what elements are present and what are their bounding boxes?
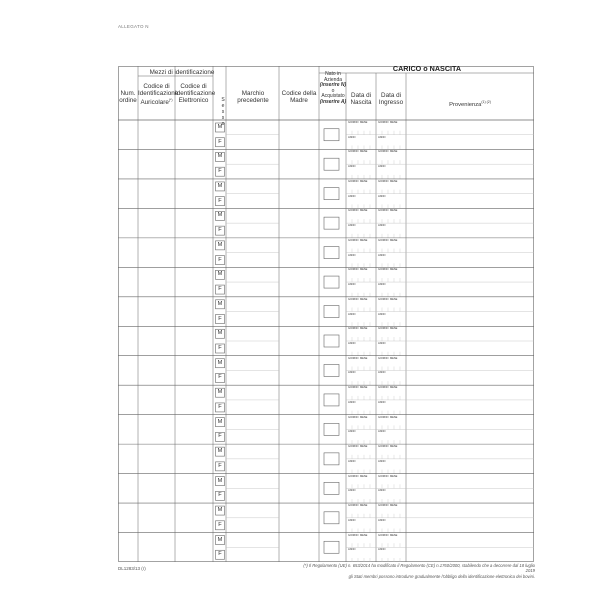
nascita-mese-label: MESE xyxy=(360,415,368,419)
ingresso-giorno-label: GIORNO xyxy=(378,327,389,331)
nascita-anno-label: ANNO xyxy=(348,489,356,493)
header-num-ordine: Num. ordine xyxy=(119,90,137,105)
nato-acquistato-box xyxy=(324,306,339,318)
sex-label-f: F xyxy=(218,403,222,410)
ingresso-anno-label: ANNO xyxy=(378,459,386,463)
nascita-mese-label: MESE xyxy=(360,356,368,360)
nato-acquistato-box xyxy=(324,512,339,524)
sex-label-f: F xyxy=(218,168,222,175)
sex-label-m: M xyxy=(217,300,223,307)
sex-label-m: M xyxy=(217,418,223,425)
ingresso-anno-label: ANNO xyxy=(378,489,386,493)
sex-label-f: F xyxy=(218,286,222,293)
nascita-anno-label: ANNO xyxy=(348,548,356,552)
sex-label-f: F xyxy=(218,374,222,381)
ingresso-giorno-label: GIORNO xyxy=(378,150,389,154)
nato-acquistato-box xyxy=(324,158,339,170)
nascita-anno-label: ANNO xyxy=(348,371,356,375)
nascita-mese-label: MESE xyxy=(360,238,368,242)
nascita-giorno-label: GIORNO xyxy=(348,238,359,242)
nascita-giorno-label: GIORNO xyxy=(348,297,359,301)
ingresso-mese-label: MESE xyxy=(390,445,398,449)
ingresso-mese-label: MESE xyxy=(390,150,398,154)
ingresso-mese-label: MESE xyxy=(390,297,398,301)
nascita-giorno-label: GIORNO xyxy=(348,327,359,331)
nascita-mese-label: MESE xyxy=(360,121,368,124)
nascita-giorno-label: GIORNO xyxy=(348,533,359,537)
header-codice-auricolare: Codice di Identificazione Auricolare(*) xyxy=(138,83,179,107)
header-mezzi: Mezzi di identificazione xyxy=(149,69,215,76)
header-data-ingresso: Data di Ingresso xyxy=(378,92,404,107)
sex-label-m: M xyxy=(217,212,223,219)
ingresso-giorno-label: GIORNO xyxy=(378,415,389,419)
nato-acquistato-box xyxy=(324,423,339,435)
ingresso-giorno-label: GIORNO xyxy=(378,533,389,537)
nato-acquistato-box xyxy=(324,129,339,141)
ingresso-anno-label: ANNO xyxy=(378,165,386,169)
ingresso-anno-label: ANNO xyxy=(378,253,386,257)
sex-label-m: M xyxy=(217,124,223,130)
nascita-giorno-label: GIORNO xyxy=(348,474,359,478)
header-data-nascita: Data di Nascita xyxy=(350,92,372,107)
nascita-giorno-label: GIORNO xyxy=(348,121,359,124)
ingresso-mese-label: MESE xyxy=(390,209,398,213)
nascita-mese-label: MESE xyxy=(360,179,368,183)
ingresso-giorno-label: GIORNO xyxy=(378,121,389,124)
nascita-anno-label: ANNO xyxy=(348,283,356,287)
nascita-anno-label: ANNO xyxy=(348,518,356,522)
sex-label-f: F xyxy=(218,315,222,322)
nascita-giorno-label: GIORNO xyxy=(348,179,359,183)
ingresso-giorno-label: GIORNO xyxy=(378,504,389,508)
nascita-anno-label: ANNO xyxy=(348,165,356,169)
ingresso-mese-label: MESE xyxy=(390,268,398,272)
nascita-anno-label: ANNO xyxy=(348,430,356,434)
ingresso-giorno-label: GIORNO xyxy=(378,474,389,478)
sex-label-m: M xyxy=(217,153,223,160)
ingresso-giorno-label: GIORNO xyxy=(378,209,389,213)
nato-acquistato-box xyxy=(324,394,339,406)
nato-acquistato-box xyxy=(324,217,339,229)
nato-acquistato-box xyxy=(324,453,339,465)
sex-label-f: F xyxy=(218,256,222,263)
nato-acquistato-box xyxy=(324,188,339,200)
header-provenienza: Provenienza$^{(1) (2)}$ xyxy=(449,100,491,108)
nascita-anno-label: ANNO xyxy=(348,253,356,257)
nato-acquistato-box xyxy=(324,482,339,494)
document-code: DL1283/13 (r) xyxy=(118,566,146,571)
header-carico-nascita: CARICO o NASCITA xyxy=(392,64,462,73)
ingresso-mese-label: MESE xyxy=(390,386,398,390)
nascita-mese-label: MESE xyxy=(360,386,368,390)
sex-label-m: M xyxy=(217,389,223,396)
nascita-anno-label: ANNO xyxy=(348,312,356,316)
footnote: (*) Il Regolamento (UE) n. 653/2014 ha modificato il Regolamento (CE) n.1760/2000, stabilendo che a decorrere dal 18 luglio 2019 gli Stati membri possono introdurre gradualmente l'obbligo della identificazione elettronica dei bovini. xyxy=(303,563,535,579)
ingresso-anno-label: ANNO xyxy=(378,400,386,404)
ingresso-giorno-label: GIORNO xyxy=(378,386,389,390)
form-grid xyxy=(118,66,534,562)
ingresso-anno-label: ANNO xyxy=(378,518,386,522)
ingresso-anno-label: ANNO xyxy=(378,312,386,316)
ingresso-giorno-label: GIORNO xyxy=(378,445,389,449)
ingresso-mese-label: MESE xyxy=(390,179,398,183)
nascita-mese-label: MESE xyxy=(360,504,368,508)
sex-label-f: F xyxy=(218,345,222,351)
ingresso-anno-label: ANNO xyxy=(378,224,386,228)
ingresso-mese-label: MESE xyxy=(390,121,398,124)
ingresso-anno-label: ANNO xyxy=(378,135,386,139)
nascita-mese-label: MESE xyxy=(360,297,368,301)
sex-label-m: M xyxy=(217,271,223,278)
ingresso-anno-label: ANNO xyxy=(378,194,386,198)
sex-label-m: M xyxy=(217,359,223,366)
header-nato-acquistato: Nato in Azienda (inserire N) o Acquistato (inserire A) xyxy=(319,71,347,105)
nascita-anno-label: ANNO xyxy=(348,459,356,463)
nascita-giorno-label: GIORNO xyxy=(348,445,359,449)
sex-label-m: M xyxy=(217,241,223,248)
allegato-label: ALLEGATO N xyxy=(118,24,149,29)
ingresso-giorno-label: GIORNO xyxy=(378,238,389,242)
nato-acquistato-box xyxy=(324,541,339,553)
sex-label-m: M xyxy=(217,477,223,484)
nascita-mese-label: MESE xyxy=(360,268,368,272)
ingresso-anno-label: ANNO xyxy=(378,548,386,552)
nascita-giorno-label: GIORNO xyxy=(348,268,359,272)
register-form xyxy=(118,66,534,562)
nascita-giorno-label: GIORNO xyxy=(348,415,359,419)
sex-label-f: F xyxy=(218,462,222,469)
sex-label-f: F xyxy=(218,492,222,499)
nascita-giorno-label: GIORNO xyxy=(348,356,359,360)
nascita-anno-label: ANNO xyxy=(348,342,356,345)
sex-label-m: M xyxy=(217,182,223,189)
nato-acquistato-box xyxy=(324,276,339,288)
ingresso-anno-label: ANNO xyxy=(378,342,386,345)
sex-label-f: F xyxy=(218,551,222,558)
ingresso-giorno-label: GIORNO xyxy=(378,268,389,272)
nascita-giorno-label: GIORNO xyxy=(348,504,359,508)
sex-label-m: M xyxy=(217,448,223,455)
nascita-mese-label: MESE xyxy=(360,209,368,213)
ingresso-giorno-label: GIORNO xyxy=(378,356,389,360)
nascita-mese-label: MESE xyxy=(360,150,368,154)
nascita-anno-label: ANNO xyxy=(348,400,356,404)
nascita-mese-label: MESE xyxy=(360,445,368,449)
ingresso-giorno-label: GIORNO xyxy=(378,297,389,301)
ingresso-mese-label: MESE xyxy=(390,415,398,419)
sex-label-f: F xyxy=(218,433,222,440)
ingresso-anno-label: ANNO xyxy=(378,430,386,434)
sex-label-m: M xyxy=(217,507,223,514)
ingresso-anno-label: ANNO xyxy=(378,283,386,287)
header-sesso: Sesso xyxy=(220,97,226,127)
nascita-anno-label: ANNO xyxy=(348,224,356,228)
ingresso-mese-label: MESE xyxy=(390,504,398,508)
header-codice-elettronico: Codice di Identificazione Elettronico xyxy=(175,83,216,105)
ingresso-giorno-label: GIORNO xyxy=(378,179,389,183)
nascita-giorno-label: GIORNO xyxy=(348,150,359,154)
nascita-anno-label: ANNO xyxy=(348,135,356,139)
nascita-giorno-label: GIORNO xyxy=(348,386,359,390)
nato-acquistato-box xyxy=(324,247,339,259)
nascita-mese-label: MESE xyxy=(360,327,368,331)
ingresso-mese-label: MESE xyxy=(390,533,398,537)
ingresso-mese-label: MESE xyxy=(390,327,398,331)
nascita-mese-label: MESE xyxy=(360,474,368,478)
nato-acquistato-box xyxy=(324,364,339,376)
ingresso-mese-label: MESE xyxy=(390,356,398,360)
ingresso-mese-label: MESE xyxy=(390,238,398,242)
nascita-mese-label: MESE xyxy=(360,533,368,537)
sex-label-m: M xyxy=(217,536,223,543)
sex-label-m: M xyxy=(217,330,223,337)
sex-label-f: F xyxy=(218,521,222,528)
sex-label-f: F xyxy=(218,138,222,145)
nascita-giorno-label: GIORNO xyxy=(348,209,359,213)
ingresso-mese-label: MESE xyxy=(390,474,398,478)
header-marchio: Marchio precedente xyxy=(237,90,269,105)
ingresso-anno-label: ANNO xyxy=(378,371,386,375)
sex-label-f: F xyxy=(218,197,222,204)
nato-acquistato-box xyxy=(324,335,339,347)
sex-label-f: F xyxy=(218,227,222,234)
header-codice-madre: Codice della Madre xyxy=(281,90,317,105)
nascita-anno-label: ANNO xyxy=(348,194,356,198)
